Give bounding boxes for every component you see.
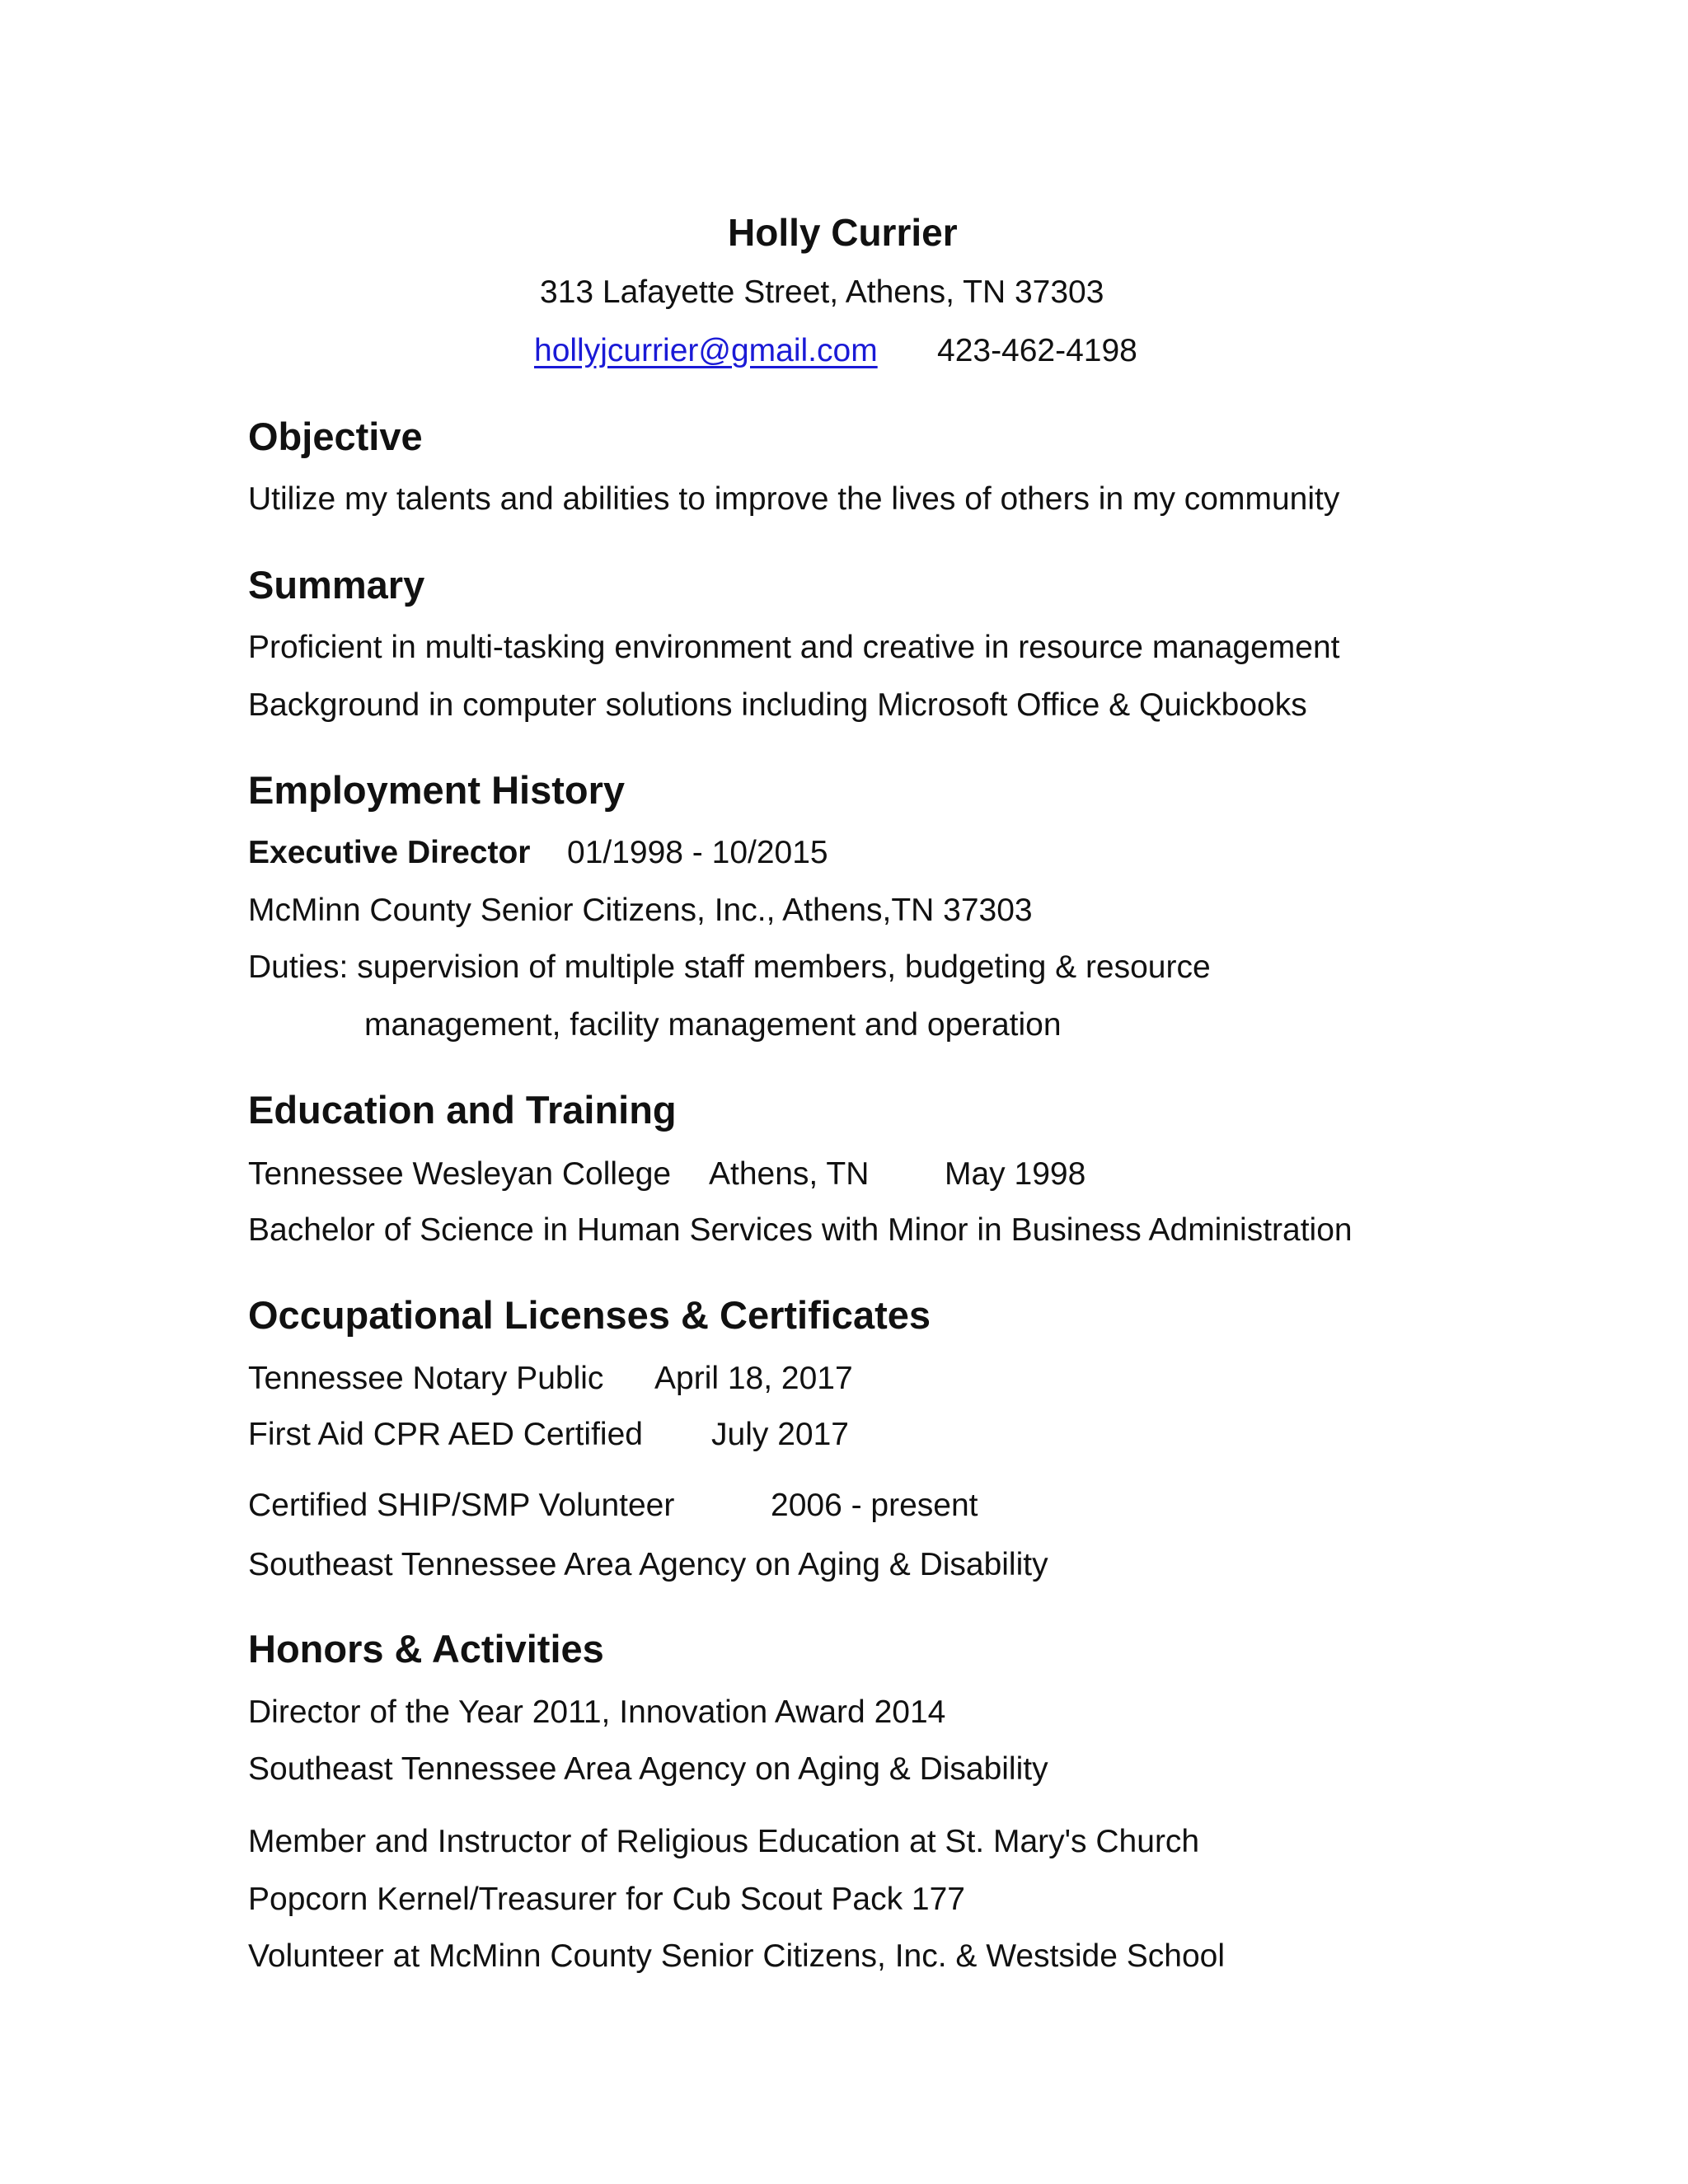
license-date: 2006 - present — [771, 1488, 978, 1523]
objective-text: Utilize my talents and abilities to improve the lives of others in my community — [248, 481, 1340, 517]
graduation-date: May 1998 — [945, 1156, 1086, 1192]
license-agency: Southeast Tennessee Area Agency on Aging & Disability — [248, 1547, 1048, 1582]
education-heading: Education and Training — [248, 1088, 677, 1132]
employment-heading: Employment History — [248, 768, 626, 812]
honors-line: Member and Instructor of Religious Education at St. Mary's Church — [248, 1824, 1200, 1859]
job-dates: 01/1998 - 10/2015 — [567, 835, 828, 870]
duties-line: Duties: supervision of multiple staff members, budgeting & resource — [248, 949, 1211, 985]
email-link[interactable]: hollyjcurrier@gmail.com — [534, 333, 878, 368]
school-location: Athens, TN — [709, 1156, 870, 1192]
duties-line: management, facility management and operation — [364, 1007, 1062, 1043]
license-date: July 2017 — [711, 1417, 849, 1452]
license-name: Certified SHIP/SMP Volunteer — [248, 1488, 675, 1523]
phone-number: 423-462-4198 — [937, 333, 1137, 368]
address: 313 Lafayette Street, Athens, TN 37303 — [540, 274, 1104, 310]
honors-line: Volunteer at McMinn County Senior Citizens, Inc. & Westside School — [248, 1938, 1226, 1974]
license-name: Tennessee Notary Public — [248, 1361, 604, 1396]
honors-line: Director of the Year 2011, Innovation Award 2014 — [248, 1694, 946, 1730]
applicant-name: Holly Currier — [728, 211, 958, 254]
job-title: Executive Director — [248, 835, 531, 870]
honors-line: Popcorn Kernel/Treasurer for Cub Scout Pack 177 — [248, 1882, 965, 1917]
license-name: First Aid CPR AED Certified — [248, 1417, 643, 1452]
summary-heading: Summary — [248, 563, 425, 607]
employer: McMinn County Senior Citizens, Inc., Athens,TN 37303 — [248, 893, 1033, 928]
summary-line: Proficient in multi-tasking environment and creative in resource management — [248, 630, 1340, 665]
honors-heading: Honors & Activities — [248, 1627, 604, 1671]
degree: Bachelor of Science in Human Services with Minor in Business Administration — [248, 1212, 1353, 1248]
objective-heading: Objective — [248, 415, 423, 458]
honors-line: Southeast Tennessee Area Agency on Aging & Disability — [248, 1751, 1048, 1787]
school-name: Tennessee Wesleyan College — [248, 1156, 672, 1192]
licenses-heading: Occupational Licenses & Certificates — [248, 1293, 931, 1337]
license-date: April 18, 2017 — [654, 1361, 853, 1396]
summary-line: Background in computer solutions including Microsoft Office & Quickbooks — [248, 687, 1307, 723]
